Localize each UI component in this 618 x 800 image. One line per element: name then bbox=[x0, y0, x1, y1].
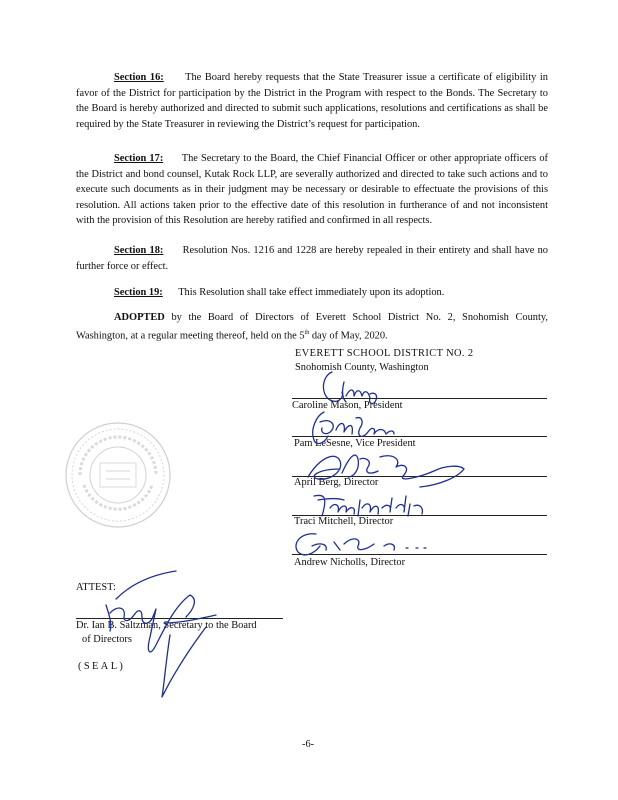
adopted-superscript: th bbox=[304, 329, 310, 336]
signature-ian-saltzman bbox=[90, 565, 230, 705]
attest-title-cont: of Directors bbox=[82, 634, 132, 645]
adopted-label: ADOPTED bbox=[114, 312, 165, 323]
adopted-text-before: by the Board of Directors of Everett School District No. 2, Snohomish County, Washington, at a regular meeting thereof, held on the 5 bbox=[76, 312, 548, 342]
attest-label: ATTEST: bbox=[76, 582, 116, 593]
section-19-paragraph bbox=[76, 285, 548, 301]
section-18-text: Resolution Nos. 1216 and 1228 are hereby repealed in their entirety and shall have no further force or effect. bbox=[76, 245, 548, 272]
attest-name: Dr. Ian B. Saltzman, Secretary to the Board bbox=[76, 620, 257, 631]
adopted-text-after: day of May, 2020. bbox=[309, 330, 388, 342]
signature-pam-lesesne bbox=[306, 408, 398, 448]
section-16-text: The Board hereby requests that the State Treasurer issue a certificate of eligibility in favor of the District for participation by the District in the Program with respect to the Bonds. The Secretary to the Board is hereby authorized and directed to submit such applications, resolutions and certifications as shall be required by the State Treasurer in reviewing the District’s request for participation. bbox=[76, 72, 548, 130]
section-17-text: The Secretary to the Board, the Chief Financial Officer or other appropriate officers of the District and bond counsel, Kutak Rock LLP, are severally authorized and directed to take such actions and to execute such documents as in their judgment may be necessary or desirable to effectuate the provisions of this resolution. All actions taken prior to the effective date of this resolution in furtherance of and not inconsistent with the provision of this Resolution are hereby ratified and confirmed in all respects. bbox=[76, 153, 548, 227]
signatory-2-name: Pam LeSesne, Vice President bbox=[294, 438, 416, 449]
signature-andrew-nicholls bbox=[290, 528, 440, 558]
district-county: Snohomish County, Washington bbox=[295, 362, 429, 373]
section-18-paragraph bbox=[76, 243, 548, 274]
district-seal bbox=[58, 415, 178, 535]
page-number: -6- bbox=[302, 739, 315, 750]
section-17-label: Section 17: bbox=[114, 153, 164, 164]
signature-april-berg bbox=[300, 447, 470, 493]
signatory-1-name: Caroline Mason, President bbox=[292, 400, 403, 411]
signatory-5-name: Andrew Nicholls, Director bbox=[294, 557, 406, 568]
section-19-text: This Resolution shall take effect immediately upon its adoption. bbox=[178, 287, 445, 298]
section-19-label: Section 19: bbox=[114, 287, 163, 298]
signatory-4-name: Traci Mitchell, Director bbox=[294, 516, 394, 527]
signature-traci-mitchell bbox=[310, 490, 430, 520]
section-16-paragraph bbox=[76, 70, 548, 132]
section-16-label: Section 16: bbox=[114, 72, 164, 83]
seal-label: (SEAL) bbox=[78, 661, 126, 672]
adopted-paragraph bbox=[76, 310, 548, 344]
section-17-paragraph bbox=[76, 151, 548, 229]
section-18-label: Section 18: bbox=[114, 245, 164, 256]
district-name: EVERETT SCHOOL DISTRICT NO. 2 bbox=[295, 348, 474, 359]
signatory-3-name: April Berg, Director bbox=[294, 477, 379, 488]
signature-caroline-mason bbox=[320, 368, 380, 412]
